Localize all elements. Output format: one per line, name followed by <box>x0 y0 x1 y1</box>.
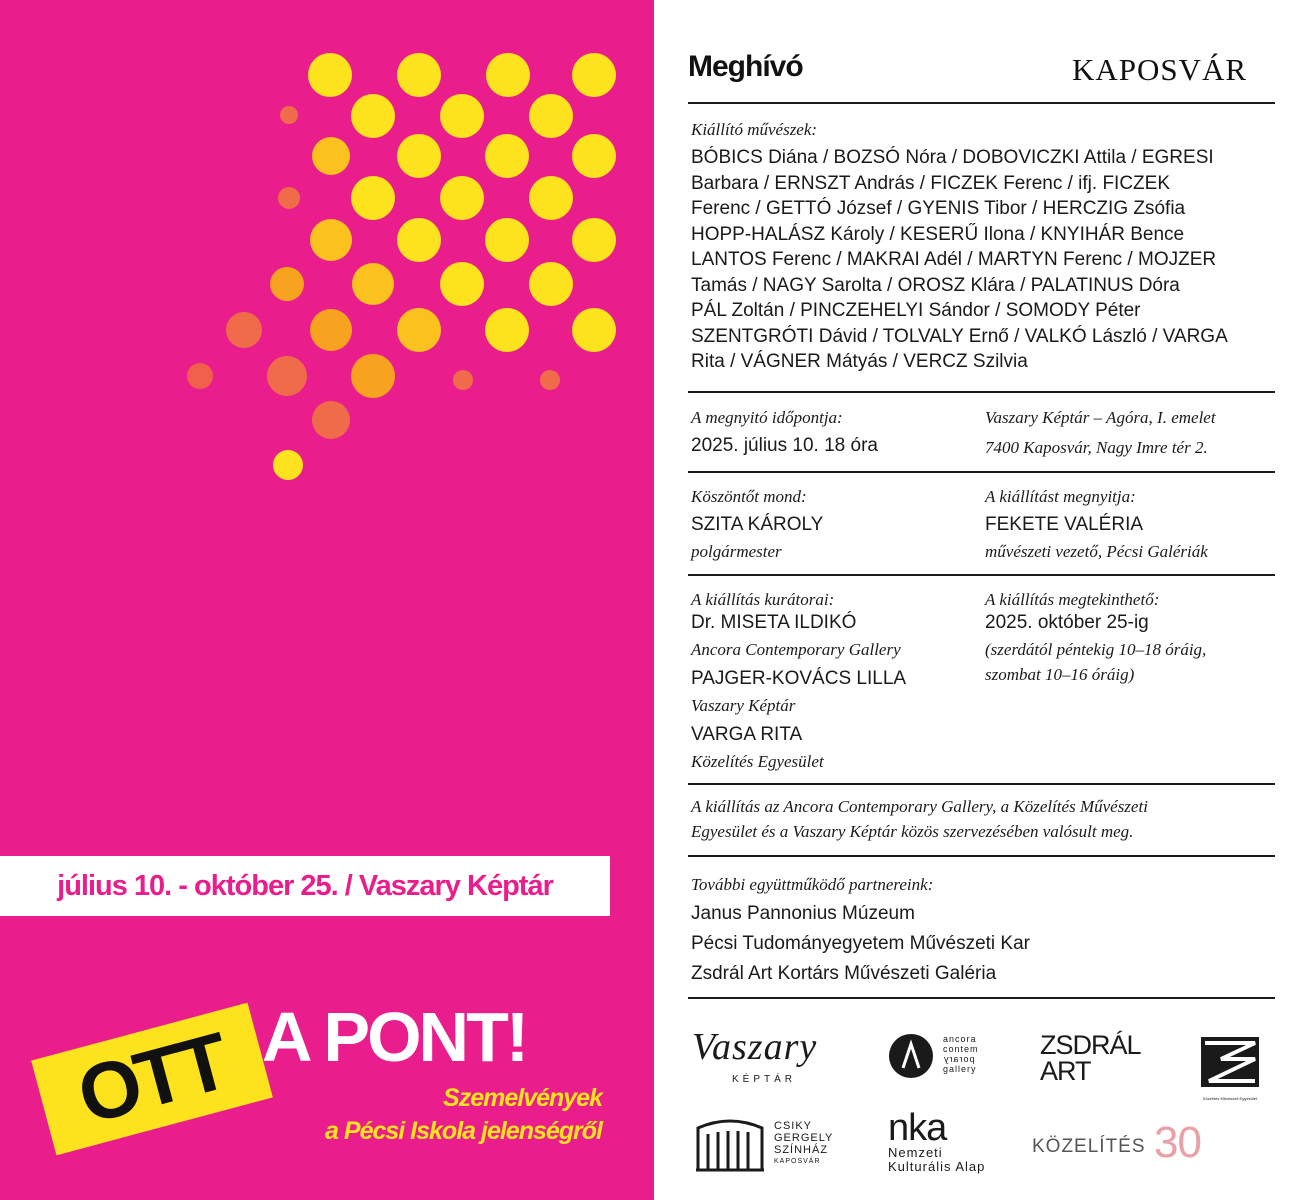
divider <box>688 997 1275 999</box>
kozelites-30-logo <box>1032 1120 1242 1170</box>
artists-line: HOPP-HALÁSZ Károly / KESERŰ Ilona / KNYIHÁR Bence <box>691 223 1185 245</box>
dot <box>187 363 213 389</box>
kozelites-mark-icon <box>1199 1035 1261 1089</box>
ancora-line: gallery <box>943 1064 977 1074</box>
dot <box>440 176 484 220</box>
kozelites-word: KÖZELÍTÉS <box>1032 1136 1146 1157</box>
ancora-text <box>943 1034 979 1074</box>
curators-label: A kiállítás kurátorai: <box>691 590 835 609</box>
zsdral-line-2: ART <box>1040 1056 1091 1086</box>
curator-3-org: Közelítés Egyesület <box>691 752 824 771</box>
ancora-line: ancora <box>943 1034 977 1044</box>
opener-role: művészeti vezető, Pécsi Galériák <box>985 542 1208 561</box>
dot <box>572 308 616 352</box>
invitation-title: Meghívó <box>688 50 803 83</box>
dot <box>572 53 616 97</box>
opener-name: FEKETE VALÉRIA <box>985 514 1144 535</box>
dot <box>397 53 441 97</box>
opening-hours-1: (szerdától péntekig 10–18 óráig, <box>985 640 1207 659</box>
viewable-label: A kiállítás megtekinthető: <box>985 590 1160 609</box>
dot <box>397 308 441 352</box>
dot <box>310 309 352 351</box>
nka-line-2: Kulturális Alap <box>888 1159 986 1174</box>
nka-logo <box>888 1107 1018 1180</box>
exhibition-subtitle <box>230 1082 602 1148</box>
dot <box>440 262 484 306</box>
artists-line: Ferenc / GETTÓ József / GYENIS Tibor / HERCZIG Zsófia <box>691 198 1186 219</box>
viewable-until: 2025. október 25-ig <box>985 612 1149 633</box>
csiky-line: KAPOSVÁR <box>774 1158 821 1165</box>
divider <box>688 574 1275 576</box>
csiky-logo <box>694 1118 834 1178</box>
ancora-line: porary <box>943 1054 975 1064</box>
dot <box>440 94 484 138</box>
subtitle-line-1: Szemelvények <box>443 1084 602 1112</box>
dot <box>529 94 573 138</box>
dot <box>226 312 262 348</box>
dot <box>485 218 529 262</box>
artists-label: Kiállító művészek: <box>691 120 818 139</box>
dot <box>278 187 300 209</box>
dot <box>310 219 352 261</box>
vaszary-script: Vaszary <box>692 1026 818 1068</box>
vaszary-logo <box>692 1028 842 1088</box>
dot <box>270 267 304 301</box>
dot-pattern <box>0 0 654 520</box>
ancora-a-icon <box>889 1034 933 1078</box>
artists-line: BÓBICS Diána / BOZSÓ Nóra / DOBOVICZKI Attila / EGRESI <box>691 147 1214 168</box>
partner-item: Pécsi Tudományegyetem Művészeti Kar <box>691 933 1030 954</box>
divider <box>688 102 1275 104</box>
greeting-role: polgármester <box>691 542 782 561</box>
partner-item: Janus Pannonius Múzeum <box>691 903 915 924</box>
opening-label: A megnyitó időpontja: <box>691 408 843 427</box>
dot <box>352 263 394 305</box>
vaszary-sub: KÉPTÁR <box>732 1074 797 1085</box>
artists-line: SZENTGRÓTI Dávid / TOLVALY Ernő / VALKÓ László / VARGA <box>691 325 1228 347</box>
opening-time: 2025. július 10. 18 óra <box>691 435 878 456</box>
venue-line-1: Vaszary Képtár – Agóra, I. emelet <box>985 408 1216 427</box>
kaposvar-logo: KAPOSVÁR <box>1072 52 1248 87</box>
opener-label: A kiállítást megnyitja: <box>985 487 1136 506</box>
greeting-label: Köszöntőt mond: <box>691 487 807 506</box>
dot <box>486 53 530 97</box>
divider <box>688 391 1275 393</box>
organizers-line-1: A kiállítás az Ancora Contemporary Gallery, a Közelítés Művészeti <box>691 797 1148 816</box>
dot <box>485 308 529 352</box>
organizers-line-2: Egyesület és a Vaszary Képtár közös szervezésében valósult meg. <box>691 822 1134 841</box>
dot <box>529 262 573 306</box>
ancora-line: contem <box>943 1044 979 1054</box>
dot <box>351 94 395 138</box>
csiky-text <box>774 1120 833 1168</box>
kozelites-small-text: Közelítés Művészeti Egyesület <box>1202 1096 1258 1101</box>
dot <box>453 370 473 390</box>
curator-3-name: VARGA RITA <box>691 724 803 745</box>
nka-line-1: Nemzeti <box>888 1145 943 1160</box>
dot <box>397 134 441 178</box>
dot <box>529 176 573 220</box>
venue-line-2: 7400 Kaposvár, Nagy Imre tér 2. <box>985 438 1208 457</box>
dot <box>397 218 441 262</box>
ancora-logo <box>889 1034 999 1084</box>
dot <box>267 356 307 396</box>
subtitle-line-2: a Pécsi Iskola jelenségről <box>325 1117 602 1145</box>
zsdral-logo <box>1040 1032 1150 1092</box>
a-pont-title: A PONT! <box>262 998 527 1076</box>
theatre-building-icon <box>694 1118 766 1172</box>
csiky-line: SZÍNHÁZ <box>774 1144 829 1156</box>
invitation-panel <box>654 0 1309 1200</box>
dot <box>312 137 350 175</box>
dot <box>572 134 616 178</box>
divider <box>688 471 1275 473</box>
partners-label: További együttműködő partnereink: <box>691 875 934 894</box>
artists-line: Rita / VÁGNER Mátyás / VERCZ Szilvia <box>691 351 1028 372</box>
dot <box>351 176 395 220</box>
opening-hours-2: szombat 10–16 óráig) <box>985 665 1135 684</box>
divider <box>688 783 1275 785</box>
artists-line: PÁL Zoltán / PINCZEHELYI Sándor / SOMODY Péter <box>691 300 1141 321</box>
greeting-name: SZITA KÁROLY <box>691 514 824 535</box>
date-banner <box>0 856 610 916</box>
artists-list <box>691 145 1251 375</box>
curator-2-name: PAJGER-KOVÁCS LILLA <box>691 668 907 689</box>
curator-1-org: Ancora Contemporary Gallery <box>691 640 901 659</box>
partner-item: Zsdrál Art Kortárs Művészeti Galéria <box>691 963 997 984</box>
dot <box>485 134 529 178</box>
ancora-mark-icon <box>889 1034 933 1078</box>
nka-mark-text: nka <box>888 1107 947 1149</box>
csiky-line: CSIKY <box>774 1120 813 1132</box>
artists-line: Barbara / ERNSZT András / FICZEK Ferenc / ifj. FICZEK <box>691 172 1170 194</box>
csiky-line: GERGELY <box>774 1132 834 1144</box>
dot <box>351 354 395 398</box>
artists-line: Tamás / NAGY Sarolta / OROSZ Klára / PALATINUS Dóra <box>691 274 1180 296</box>
curator-2-org: Vaszary Képtár <box>691 696 796 715</box>
exhibition-dates: július 10. - október 25. / Vaszary Képtár <box>57 869 553 902</box>
dot <box>540 370 560 390</box>
nka-mark <box>888 1107 1018 1149</box>
kozelites-30-number: 30 <box>1154 1118 1201 1167</box>
dot <box>273 450 303 480</box>
divider <box>688 855 1275 857</box>
kozelites-egyesulet-logo <box>1199 1035 1261 1101</box>
dot <box>572 218 616 262</box>
dot <box>308 53 352 97</box>
artists-line: LANTOS Ferenc / MAKRAI Adél / MARTYN Ferenc / MOJZER <box>691 249 1217 270</box>
zsdral-line-1: ZSDRÁL <box>1040 1030 1141 1060</box>
dot <box>312 401 350 439</box>
dot <box>280 106 298 124</box>
curator-1-name: Dr. MISETA ILDIKÓ <box>691 612 857 633</box>
ott-text: OTT <box>68 1016 235 1141</box>
poster-panel <box>0 0 654 1200</box>
